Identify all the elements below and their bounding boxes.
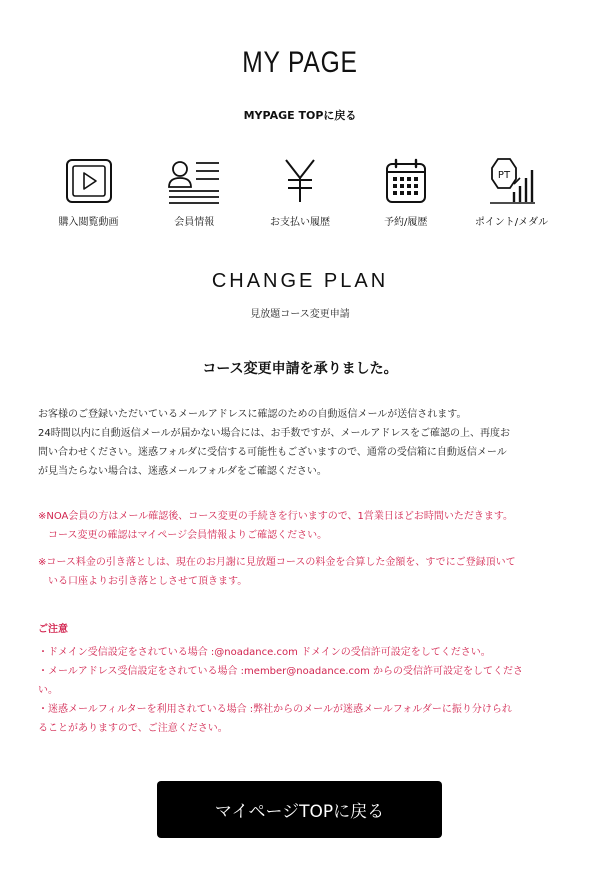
member-card-icon <box>167 158 221 204</box>
page-title: MY PAGE <box>242 46 358 79</box>
nav-label-purchased-videos: 購入閲覧動画 <box>58 217 119 228</box>
caution-heading: ご注意 <box>38 624 68 635</box>
notice-line: コース変更の確認はマイページ会員情報よりご確認ください。 <box>48 530 328 541</box>
play-video-icon <box>65 158 113 204</box>
message-line: が見当たらない場合は、迷惑メールフォルダをご確認ください。 <box>38 466 327 477</box>
caution-list <box>38 643 563 738</box>
nav-label-member-info: 会員情報 <box>174 217 215 228</box>
yen-icon <box>280 158 320 204</box>
nav-item-member-info[interactable] <box>142 158 247 228</box>
caution-item: い。 <box>38 685 58 696</box>
mypage-nav <box>36 158 564 228</box>
confirmation-message <box>38 405 563 481</box>
caution-item: ・メールアドレス受信設定をされている場合 :member@noadance.com からの受信許可設定をしてくださ <box>38 666 524 677</box>
noa-member-notice <box>38 507 563 545</box>
notice-line: ※コース料金の引き落としは、現在のお月謝に見放題コースの料金を合算した金額を、すでにご登録頂いて <box>38 557 516 568</box>
billing-notice <box>38 553 563 591</box>
nav-label-reservations: 予約/履歴 <box>384 217 428 228</box>
nav-item-reservations[interactable] <box>353 158 458 228</box>
section-subtitle: 見放題コース変更申請 <box>250 309 350 320</box>
notice-line: いる口座よりお引き落としさせて頂きます。 <box>48 576 248 587</box>
caution-item: ることがありますので、ご注意ください。 <box>38 723 228 734</box>
message-line: 問い合わせください。迷惑フォルダに受信する可能性もございますので、通常の受信箱に自動返信メール <box>38 447 507 458</box>
section-title: CHANGE PLAN <box>211 270 389 292</box>
points-chart-icon <box>488 158 536 204</box>
pt-badge-text: PT <box>497 170 510 181</box>
message-line: 24時間以内に自動返信メールが届かない場合には、お手数ですが、メールアドレスをご確認の上、再度お <box>38 428 511 439</box>
nav-item-purchased-videos[interactable] <box>36 158 141 228</box>
notice-line: ※NOA会員の方はメール確認後、コース変更の手続きを行いますので、1営業日ほどお時間いただきます。 <box>38 511 514 522</box>
nav-label-points-medals: ポイント/メダル <box>474 217 549 228</box>
nav-item-payment-history[interactable] <box>248 158 353 228</box>
caution-item: ・ドメイン受信設定をされている場合 :@noadance.com ドメインの受信許可設定をしてください。 <box>38 647 491 658</box>
calendar-icon <box>384 158 428 204</box>
mypage-top-link[interactable]: MYPAGE TOPに戻る <box>243 109 357 122</box>
nav-label-payment-history: お支払い履歴 <box>270 217 330 228</box>
caution-item: ・迷惑メールフィルターを利用されている場合 :弊社からのメールが迷惑メールフォルダーに振り分けられ <box>38 704 512 715</box>
nav-item-points-medals[interactable] <box>459 158 564 228</box>
confirmation-heading: コース変更申請を承りました。 <box>202 361 398 377</box>
back-to-mypage-button[interactable]: マイページTOPに戻る <box>157 781 442 838</box>
message-line: お客様のご登録いただいているメールアドレスに確認のための自動返信メールが送信されます。 <box>38 409 467 420</box>
